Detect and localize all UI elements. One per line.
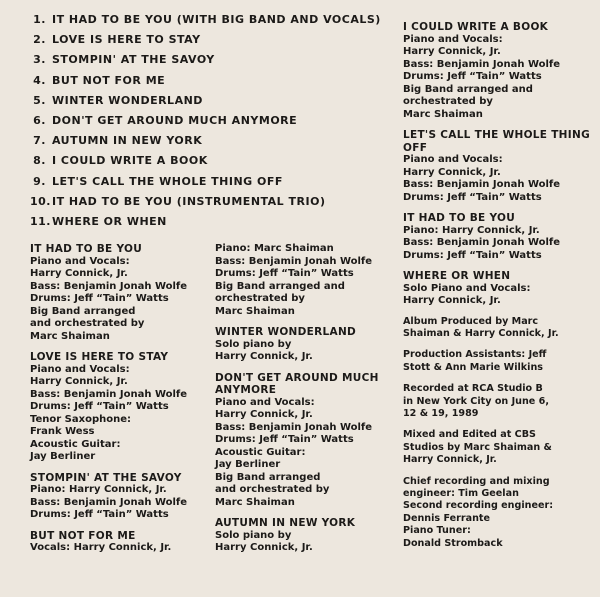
track-title: LOVE IS HERE TO STAY	[52, 33, 201, 47]
note-line: Chief recording and mixing	[403, 475, 550, 487]
track-title: WINTER WONDERLAND	[52, 93, 203, 107]
credit-line: Harry Connick, Jr.	[30, 268, 128, 279]
credit-song-title: BUT NOT FOR ME	[30, 529, 136, 542]
credit-line: Solo Piano and Vocals:	[403, 282, 531, 294]
credit-line: Acoustic Guitar:	[30, 438, 121, 450]
credit-line: Tenor Saxophone:	[30, 413, 131, 425]
credit-line: Drums: Jeff “Tain” Watts	[403, 249, 542, 261]
track-item	[30, 71, 390, 91]
track-item	[30, 151, 390, 171]
note-line: Harry Connick, Jr.	[403, 454, 497, 466]
credit-line: Harry Connick, Jr.	[215, 542, 313, 553]
credit-line: Bass: Benjamin Jonah Wolfe	[215, 421, 373, 433]
credit-line: Marc Shaiman	[215, 496, 295, 508]
credit-line: Bass: Benjamin Jonah Wolfe	[403, 179, 561, 190]
track-title: DON'T GET AROUND MUCH ANYMORE	[52, 113, 298, 127]
credit-line: Marc Shaiman	[30, 330, 110, 342]
production-note	[403, 316, 593, 341]
credit-line: Drums: Jeff “Tain” Watts	[403, 71, 542, 82]
note-line: Production Assistants: Jeff	[403, 349, 547, 361]
credit-line: Harry Connick, Jr.	[30, 376, 128, 387]
track-number: 7.	[33, 134, 46, 148]
credits-column-right	[403, 21, 593, 559]
note-line: Second recording engineer:	[403, 500, 554, 512]
track-title: WHERE OR WHEN	[52, 214, 167, 228]
track-number: 8.	[33, 154, 46, 168]
credit-line: Piano and Vocals:	[403, 154, 503, 165]
credit-line: Bass: Benjamin Jonah Wolfe	[30, 280, 188, 292]
credit-line: Bass: Benjamin Jonah Wolfe	[30, 388, 188, 400]
track-title: IT HAD TO BE YOU (INSTRUMENTAL TRIO)	[52, 194, 326, 208]
credit-song-title: WHERE OR WHEN	[403, 270, 511, 282]
track-number: 1.	[33, 13, 46, 26]
track-title: BUT NOT FOR ME	[52, 73, 166, 87]
note-line: Donald Stromback	[403, 537, 503, 549]
credit-line: Harry Connick, Jr.	[215, 409, 313, 420]
production-note	[403, 349, 593, 374]
credit-line: Marc Shaiman	[215, 305, 295, 317]
credit-block-autumn	[215, 517, 395, 555]
note-line: Shaiman & Harry Connick, Jr.	[403, 327, 559, 339]
note-line: 12 & 19, 1989	[403, 407, 479, 419]
production-note	[403, 476, 593, 550]
credit-line: Solo piano by	[215, 338, 292, 350]
credit-line: Drums: Jeff “Tain” Watts	[215, 434, 354, 445]
credit-line: Marc Shaiman	[403, 108, 483, 120]
credit-line: Harry Connick, Jr.	[215, 351, 313, 362]
track-item	[30, 172, 390, 192]
credit-line: Bass: Benjamin Jonah Wolfe	[215, 255, 373, 267]
credit-line: Solo piano by	[215, 529, 292, 541]
credit-block-it-had	[30, 243, 215, 343]
credit-line: orchestrated by	[403, 96, 493, 107]
credit-line: Harry Connick, Jr.	[403, 295, 501, 306]
track-item	[30, 192, 390, 212]
note-line: Album Produced by Marc	[403, 315, 539, 327]
track-item	[30, 111, 390, 131]
credit-song-title: AUTUMN IN NEW YORK	[215, 517, 356, 529]
credit-block-love	[30, 351, 215, 464]
credit-line: Piano and Vocals:	[403, 33, 503, 45]
track-number: 10.	[30, 194, 51, 208]
credit-line: and orchestrated by	[215, 484, 330, 495]
production-notes	[403, 316, 593, 551]
credit-line: Big Band arranged and	[215, 280, 345, 292]
credit-block-winter	[215, 326, 395, 364]
credit-line: Piano and Vocals:	[30, 255, 130, 267]
credit-line: Frank Wess	[30, 426, 95, 437]
credit-block-stompin	[30, 472, 215, 522]
credit-line: Piano: Harry Connick, Jr.	[403, 224, 540, 236]
track-number: 6.	[33, 113, 46, 127]
credit-block-dont-get	[215, 372, 395, 510]
credit-song-title: LOVE IS HERE TO STAY	[30, 351, 169, 363]
credits-column-left	[30, 243, 215, 563]
credit-line: Vocals: Harry Connick, Jr.	[30, 542, 172, 553]
credit-block-but-not	[30, 530, 215, 555]
note-line: Dennis Ferrante	[403, 512, 490, 524]
track-number: 2.	[33, 33, 46, 47]
track-title: AUTUMN IN NEW YORK	[52, 134, 203, 148]
track-list	[30, 10, 390, 232]
track-title: STOMPIN' AT THE SAVOY	[52, 53, 215, 67]
track-item	[30, 91, 390, 111]
credit-line: Piano and Vocals:	[215, 396, 315, 408]
credit-song-title: WINTER WONDERLAND	[215, 326, 357, 338]
credit-song-title: I COULD WRITE A BOOK	[403, 21, 549, 33]
track-item	[30, 30, 390, 50]
credit-line: Drums: Jeff “Tain” Watts	[30, 509, 169, 520]
track-title: I COULD WRITE A BOOK	[52, 154, 208, 168]
credit-line: Big Band arranged	[215, 471, 321, 483]
production-note	[403, 383, 593, 420]
track-item	[30, 131, 390, 151]
track-item	[30, 10, 390, 30]
credit-block-where	[403, 270, 593, 308]
credit-block-but-not-cont	[215, 243, 395, 318]
credit-line: Bass: Benjamin Jonah Wolfe	[30, 496, 188, 508]
credit-line: Bass: Benjamin Jonah Wolfe	[403, 237, 561, 248]
credit-line: Bass: Benjamin Jonah Wolfe	[403, 58, 561, 70]
track-number: 11.	[30, 214, 51, 228]
credit-line: Piano: Harry Connick, Jr.	[30, 484, 167, 495]
note-line: Mixed and Edited at CBS	[403, 429, 536, 441]
track-title: IT HAD TO BE YOU (WITH BIG BAND AND VOCALS)	[52, 13, 381, 26]
credit-song-title: LET'S CALL THE WHOLE THING OFF	[403, 129, 590, 154]
credit-line: Piano and Vocals:	[30, 363, 130, 375]
credit-block-it-had-2	[403, 212, 593, 262]
note-line: in New York City on June 6,	[403, 395, 549, 407]
credit-block-i-could	[403, 21, 593, 121]
credit-line: Big Band arranged	[30, 305, 136, 317]
credits-column-middle	[215, 243, 395, 563]
note-line: Stott & Ann Marie Wilkins	[403, 361, 543, 373]
credit-line: Drums: Jeff “Tain” Watts	[30, 293, 169, 304]
credit-line: Acoustic Guitar:	[215, 446, 306, 458]
credit-line: and orchestrated by	[30, 318, 145, 329]
note-line: Piano Tuner:	[403, 525, 471, 537]
credit-line: Drums: Jeff “Tain” Watts	[403, 191, 542, 203]
track-item	[30, 212, 390, 232]
production-note	[403, 429, 593, 466]
credit-line: Drums: Jeff “Tain” Watts	[215, 268, 354, 279]
credit-song-title: DON'T GET AROUND MUCH ANYMORE	[215, 371, 379, 396]
note-line: Recorded at RCA Studio B	[403, 383, 543, 395]
credit-line: Piano: Marc Shaiman	[215, 243, 334, 254]
track-number: 9.	[33, 174, 46, 188]
credit-line: Big Band arranged and	[403, 83, 533, 95]
credit-line: Harry Connick, Jr.	[403, 166, 501, 178]
track-number: 3.	[33, 53, 46, 67]
credit-line: orchestrated by	[215, 293, 305, 304]
credit-song-title: IT HAD TO BE YOU	[30, 243, 143, 255]
track-item	[30, 50, 390, 70]
credit-line: Jay Berliner	[30, 451, 96, 462]
credit-line: Harry Connick, Jr.	[403, 46, 501, 57]
track-number: 4.	[33, 73, 46, 87]
credit-song-title: STOMPIN' AT THE SAVOY	[30, 471, 182, 484]
note-line: engineer: Tim Geelan	[403, 487, 519, 499]
credit-song-title: IT HAD TO BE YOU	[403, 212, 516, 224]
credit-block-lets-call	[403, 129, 593, 204]
credit-line: Drums: Jeff “Tain” Watts	[30, 401, 169, 412]
credit-line: Jay Berliner	[215, 459, 281, 470]
track-title: LET'S CALL THE WHOLE THING OFF	[52, 174, 283, 188]
note-line: Studios by Marc Shaiman &	[403, 441, 552, 453]
track-number: 5.	[33, 93, 46, 107]
